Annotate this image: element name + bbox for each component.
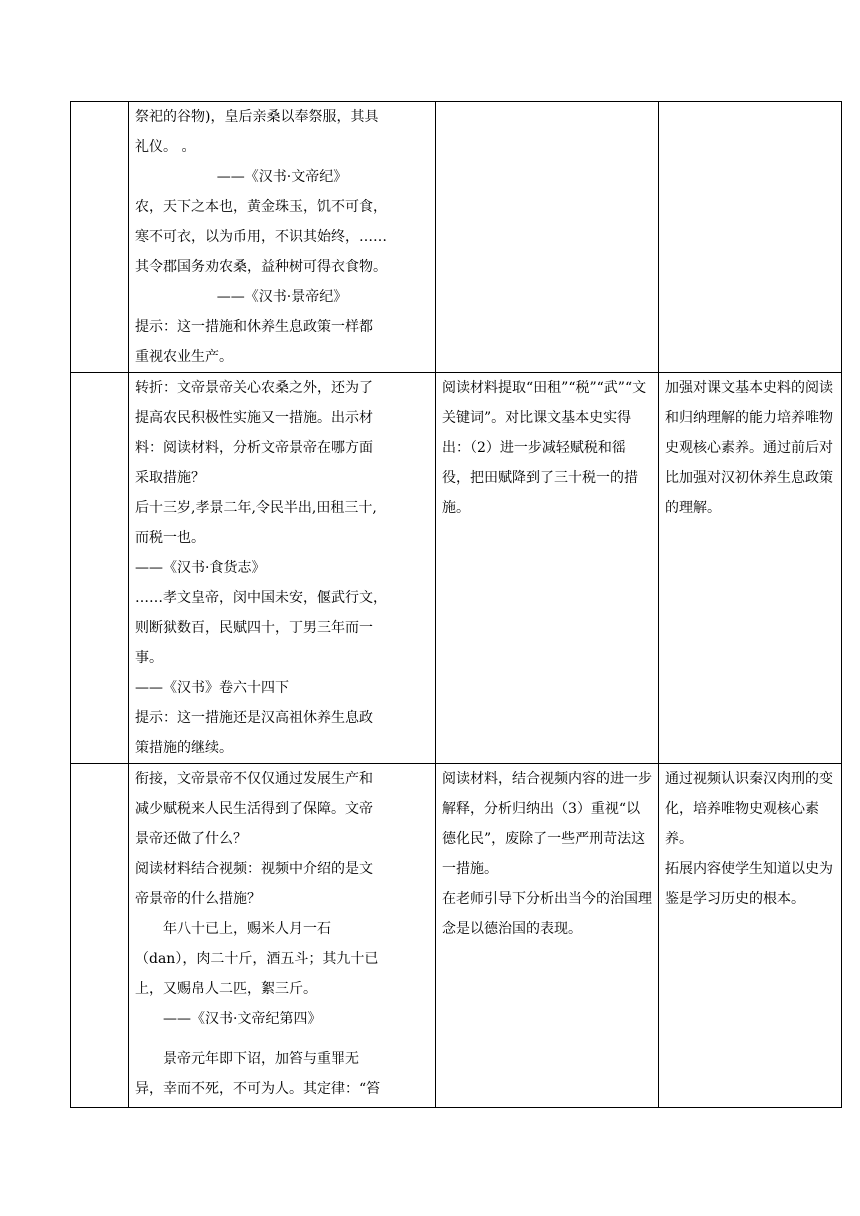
- student-activity-text: 阅读材料，结合视频内容的进一步解释，分析归纳出（3）重视“以德化民”，废除了一些严刑苛法这一措施。 在老师引导下分析出当今的治国理念是以德治国的表现。: [442, 771, 652, 937]
- citation-line: ——《汉书·景帝纪》: [216, 289, 348, 305]
- material-line: 则断狱数百，民赋四十，丁男三年而一: [135, 620, 373, 636]
- student-activity-cell: [436, 764, 659, 1108]
- teacher-activity-cell: [129, 102, 436, 373]
- material-line: 祭祀的谷物)，皇后亲桑以奉祭服，其具: [135, 109, 379, 125]
- material-line: 上，又赐帛人二匹，絮三斤。: [135, 981, 317, 997]
- student-activity-cell: [436, 373, 659, 764]
- student-activity-cell: [436, 102, 659, 373]
- material-line: 事。: [135, 650, 163, 666]
- material-line: 料：阅读材料，分析文帝景帝在哪方面: [135, 440, 373, 456]
- material-line: ……孝文皇帝，闵中国未安，偃武行文，: [135, 590, 387, 606]
- material-line: 采取措施？: [135, 470, 205, 486]
- citation-line: ——《汉书·食货志》: [135, 560, 266, 576]
- lesson-table: [70, 101, 842, 1108]
- hint-line: 提示：这一措施还是汉高祖休养生息政: [135, 710, 373, 726]
- material-line: 阅读材料结合视频：视频中介绍的是文: [135, 861, 373, 877]
- spacer-line: [135, 1034, 429, 1044]
- table-row: [71, 102, 842, 373]
- material-line: 年八十已上，赐米人月一石: [163, 921, 331, 937]
- material-line: 后十三岁,孝景二年,令民半出,田租三十,: [135, 500, 377, 516]
- material-line: 而税一也。: [135, 530, 205, 546]
- material-line: 农，天下之本也，黄金珠玉，饥不可食，: [135, 199, 387, 215]
- design-intent-text: 加强对课文基本史料的阅读和归纳理解的能力培养唯物史观核心素养。通过前后对比加强对汉初休养生息政策的理解。: [665, 380, 833, 516]
- material-line: （dan），肉二十斤，酒五斗；其九十已: [135, 951, 379, 967]
- citation-line: ——《汉书·文帝纪第四》: [163, 1011, 322, 1027]
- material-line: 帝景帝的什么措施？: [135, 891, 261, 907]
- student-activity-text: 阅读材料提取“田租”“税”“武”“文关键词”。对比课文基本史实得出：（2）进一步减轻赋税和徭役，把田赋降到了三十税一的措施。: [442, 380, 647, 516]
- stage-cell: [71, 373, 129, 764]
- teacher-activity-cell: [129, 373, 436, 764]
- material-line: 转折：文帝景帝关心农桑之外，还为了: [135, 380, 373, 396]
- table-row: [71, 764, 842, 1108]
- material-line: 提高农民积极性实施又一措施。出示材: [135, 410, 373, 426]
- hint-line: 重视农业生产。: [135, 349, 233, 365]
- design-intent-cell: [659, 102, 842, 373]
- material-line: 景帝元年即下诏，加笞与重罪无: [163, 1051, 359, 1067]
- material-line: 衔接，文帝景帝不仅仅通过发展生产和: [135, 771, 373, 787]
- material-line: 异，幸而不死，不可为人。其定律：“笞: [135, 1081, 381, 1097]
- design-intent-text: 通过视频认识秦汉肉刑的变化，培养唯物史观核心素养。 拓展内容使学生知道以史为鉴是学习历史的根本。: [665, 771, 833, 907]
- stage-cell: [71, 102, 129, 373]
- citation-line: ——《汉书·文帝纪》: [216, 169, 348, 185]
- teacher-activity-cell: [129, 764, 436, 1108]
- hint-line: 提示：这一措施和休养生息政策一样都: [135, 319, 373, 335]
- design-intent-cell: [659, 764, 842, 1108]
- material-line: 寒不可衣，以为币用，不识其始终，……: [135, 229, 387, 245]
- table-row: [71, 373, 842, 764]
- hint-line: 策措施的继续。: [135, 740, 233, 756]
- design-intent-cell: [659, 373, 842, 764]
- material-line: 景帝还做了什么？: [135, 831, 247, 847]
- citation-line: ——《汉书》卷六十四下: [135, 680, 289, 696]
- material-line: 礼仪。 。: [135, 139, 196, 155]
- stage-cell: [71, 764, 129, 1108]
- material-line: 其令郡国务劝农桑，益种树可得衣食物。: [135, 259, 387, 275]
- material-line: 减少赋税来人民生活得到了保障。文帝: [135, 801, 373, 817]
